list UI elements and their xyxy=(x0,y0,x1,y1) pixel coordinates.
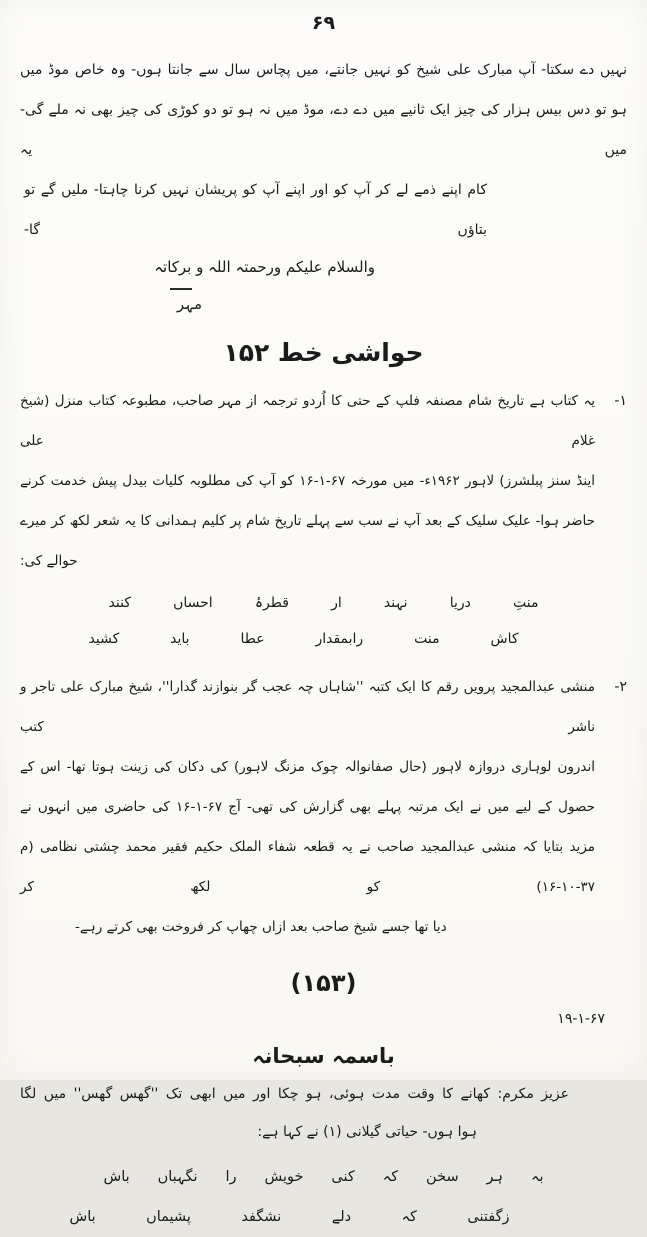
body-line: ہوا ہوں- حیاتی گیلانی (۱) نے کہا ہے: xyxy=(257,1124,477,1140)
footnote-line: حصول کے لیے میں نے ایک مرتبہ پہلے بھی گزارش کی تھی- آج ۶۷-۱-۱۶ کی حاضری میں انہوں نے xyxy=(20,799,595,815)
basmala-heading: باسمہ سبحانہ xyxy=(252,1044,395,1068)
signature-text: مہر xyxy=(176,295,202,313)
footnote-1-text xyxy=(20,381,595,581)
body-line: کام اپنے ذمے لے کر آپ کو اور اپنے آپ کو پریشان نہیں کرنا چاہتا- ملیں گے تو بتاؤں گا- xyxy=(24,182,487,238)
couplet-hemistich: بہ ہر سخن کہ کنی خویش را نگہباں باش xyxy=(103,1169,544,1185)
footnote-line: اندرون لوہاری دروازہ لاہور (حال صفانوالہ چوک مزنگ لاہور) کی دکان کی زینت ہوتا تھا- اس کے xyxy=(20,759,595,775)
footnote-line: مزید بتایا کہ منشی عبدالمجید صاحب نے یہ قطعہ شفاء الملک حکیم فقیر محمد چشتی نظامی (م ۳۷-۱۰-۱۶) کو لکھ کر xyxy=(20,839,595,895)
signature-flourish xyxy=(170,288,192,290)
footnotes-heading: حواشی خط ۱۵۲ xyxy=(223,338,424,367)
footnote-2 xyxy=(20,667,627,947)
body-line: عزیز مکرم: کھانے کا وقت مدت ہوئی، ہو چکا اور میں ابھی تک ''گھس گھس'' میں لگا xyxy=(20,1086,569,1102)
letter-153-number: (۱۵۳) xyxy=(290,969,357,997)
footnote-2-text xyxy=(20,667,595,947)
page-number: ۶۹ xyxy=(311,12,336,34)
footnote-1-marker: ۱- xyxy=(614,393,627,409)
couplet-hemistich: کاش منت رابمقدار عطا باید کشید xyxy=(88,631,519,647)
letter-153-heading xyxy=(20,965,627,1001)
couplet-hemistich: منتِ دریا نہند ار قطرۂ احساں کنند xyxy=(108,595,539,611)
footnote-2-marker: ۲- xyxy=(614,679,627,695)
footnote-line: اینڈ سنز پبلشرز) لاہور ۱۹۶۲ء- میں مورخہ ۶۷-۱-۱۶ کو آپ کی مطلوبہ کلیات بیدل پیش خدمت کرنے xyxy=(20,473,595,489)
footnote-line: منشی عبدالمجید پرویں رقم کا ایک کتبہ ''شاہاں چہ عجب گر بنوازند گدارا''، شیخ مبارک علی تاجر و ناشر کتب xyxy=(20,679,595,735)
letter-152-closing-paragraph xyxy=(20,50,627,250)
persian-couplet-2 xyxy=(69,1157,544,1237)
footnote-line: یہ کتاب ہے تاریخ شام مصنفہ فلپ کے حتی کا اُردو ترجمہ از مہر صاحب، مطبوعہ کتاب منزل (شیخ غلام علی xyxy=(20,393,595,449)
signature-block xyxy=(20,288,627,315)
body-line: ہو تو دس بیس ہزار کی چیز ایک ثانیے میں دے دے، موڈ میں نہ ہو تو دو کوڑی کی چیز بھی نہ ملے گی- میں یہ xyxy=(20,102,627,158)
body-line: نہیں دے سکتا- آپ مبارک علی شیخ کو نہیں جانتے، میں پچاس سال سے جانتا ہوں- وہ خاص موڈ میں xyxy=(20,62,627,78)
persian-couplet-1 xyxy=(88,585,539,657)
footnote-1 xyxy=(20,381,627,581)
couplet-hemistich: زگفتنی کہ دلے نشگفد پشیماں باش xyxy=(69,1209,510,1225)
footnote-line: حاضر ہوا- علیک سلیک کے بعد آپ نے سب سے پہلے تاریخ شام پر کلیم ہمدانی کا یہ شعر لکھ کر میرے xyxy=(20,513,595,529)
letter-153-body xyxy=(20,1075,627,1151)
salutation-text: والسلام علیکم ورحمتہ اللہ و برکاتہ xyxy=(154,258,375,276)
date-value: ۱۹-۱-۶۷ xyxy=(557,1011,605,1027)
footnote-line: حوالے کی: xyxy=(20,553,78,569)
letter-153-date xyxy=(20,1007,627,1031)
footnote-line: دیا تھا جسے شیخ صاحب بعد ازاں چھاپ کر فروخت بھی کرتے رہے- xyxy=(75,919,447,935)
